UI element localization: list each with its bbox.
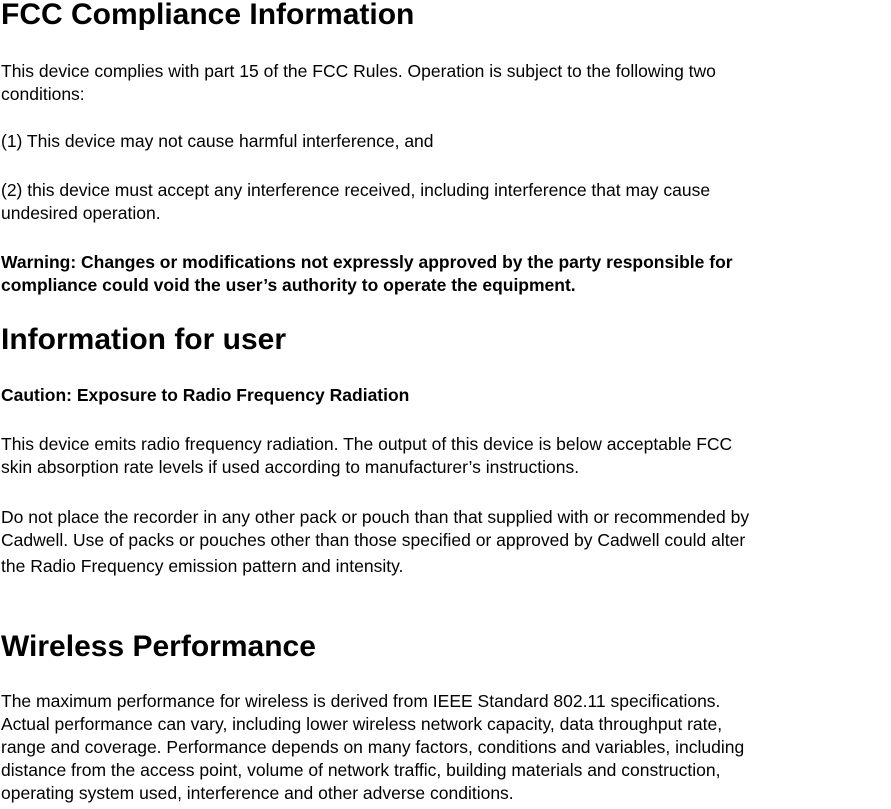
text-line: range and coverage. Performance depends on many factors, conditions and variables, including <box>1 737 745 757</box>
text-line: Cadwell. Use of packs or pouches other than those specified or approved by Cadwell could alter <box>1 530 746 550</box>
text-line: compliance could void the user’s authority to operate the equipment. <box>1 275 576 295</box>
pack-pouch-paragraph <box>1 506 891 578</box>
text-line: undesired operation. <box>1 203 161 223</box>
section-heading-fcc-compliance: FCC Compliance Information <box>1 0 415 31</box>
text-line: Do not place the recorder in any other pack or pouch than that supplied with or recommended by <box>1 507 750 527</box>
text-line: Warning: Changes or modifications not expressly approved by the party responsible for <box>1 252 733 272</box>
text-line: distance from the access point, volume of network traffic, building materials and construction, <box>1 760 721 780</box>
wireless-performance-paragraph <box>1 690 891 805</box>
section-heading-information-for-user: Information for user <box>1 323 287 356</box>
text-line: (1) This device may not cause harmful interference, and <box>1 131 434 151</box>
fcc-condition-1 <box>1 130 891 153</box>
section-heading-wireless-performance: Wireless Performance <box>1 630 316 663</box>
rf-caution-heading <box>1 384 891 407</box>
text-line: The maximum performance for wireless is derived from IEEE Standard 802.11 specifications. <box>1 691 721 711</box>
fcc-warning <box>1 251 891 297</box>
fcc-condition-2 <box>1 179 891 225</box>
text-line: This device emits radio frequency radiation. The output of this device is below acceptable FCC <box>1 434 733 454</box>
text-line: the Radio Frequency emission pattern and intensity. <box>1 556 404 576</box>
text-line: Actual performance can vary, including lower wireless network capacity, data throughput rate, <box>1 714 723 734</box>
text-line: skin absorption rate levels if used according to manufacturer’s instructions. <box>1 457 580 477</box>
text-line: Caution: Exposure to Radio Frequency Radiation <box>1 385 410 405</box>
text-line: conditions: <box>1 84 85 104</box>
text-line: This device complies with part 15 of the FCC Rules. Operation is subject to the following two <box>1 61 716 81</box>
text-line: (2) this device must accept any interference received, including interference that may cause <box>1 180 711 200</box>
rf-emission-paragraph <box>1 433 891 479</box>
fcc-paragraph-part15 <box>1 60 891 106</box>
text-line: operating system used, interference and other adverse conditions. <box>1 783 514 803</box>
